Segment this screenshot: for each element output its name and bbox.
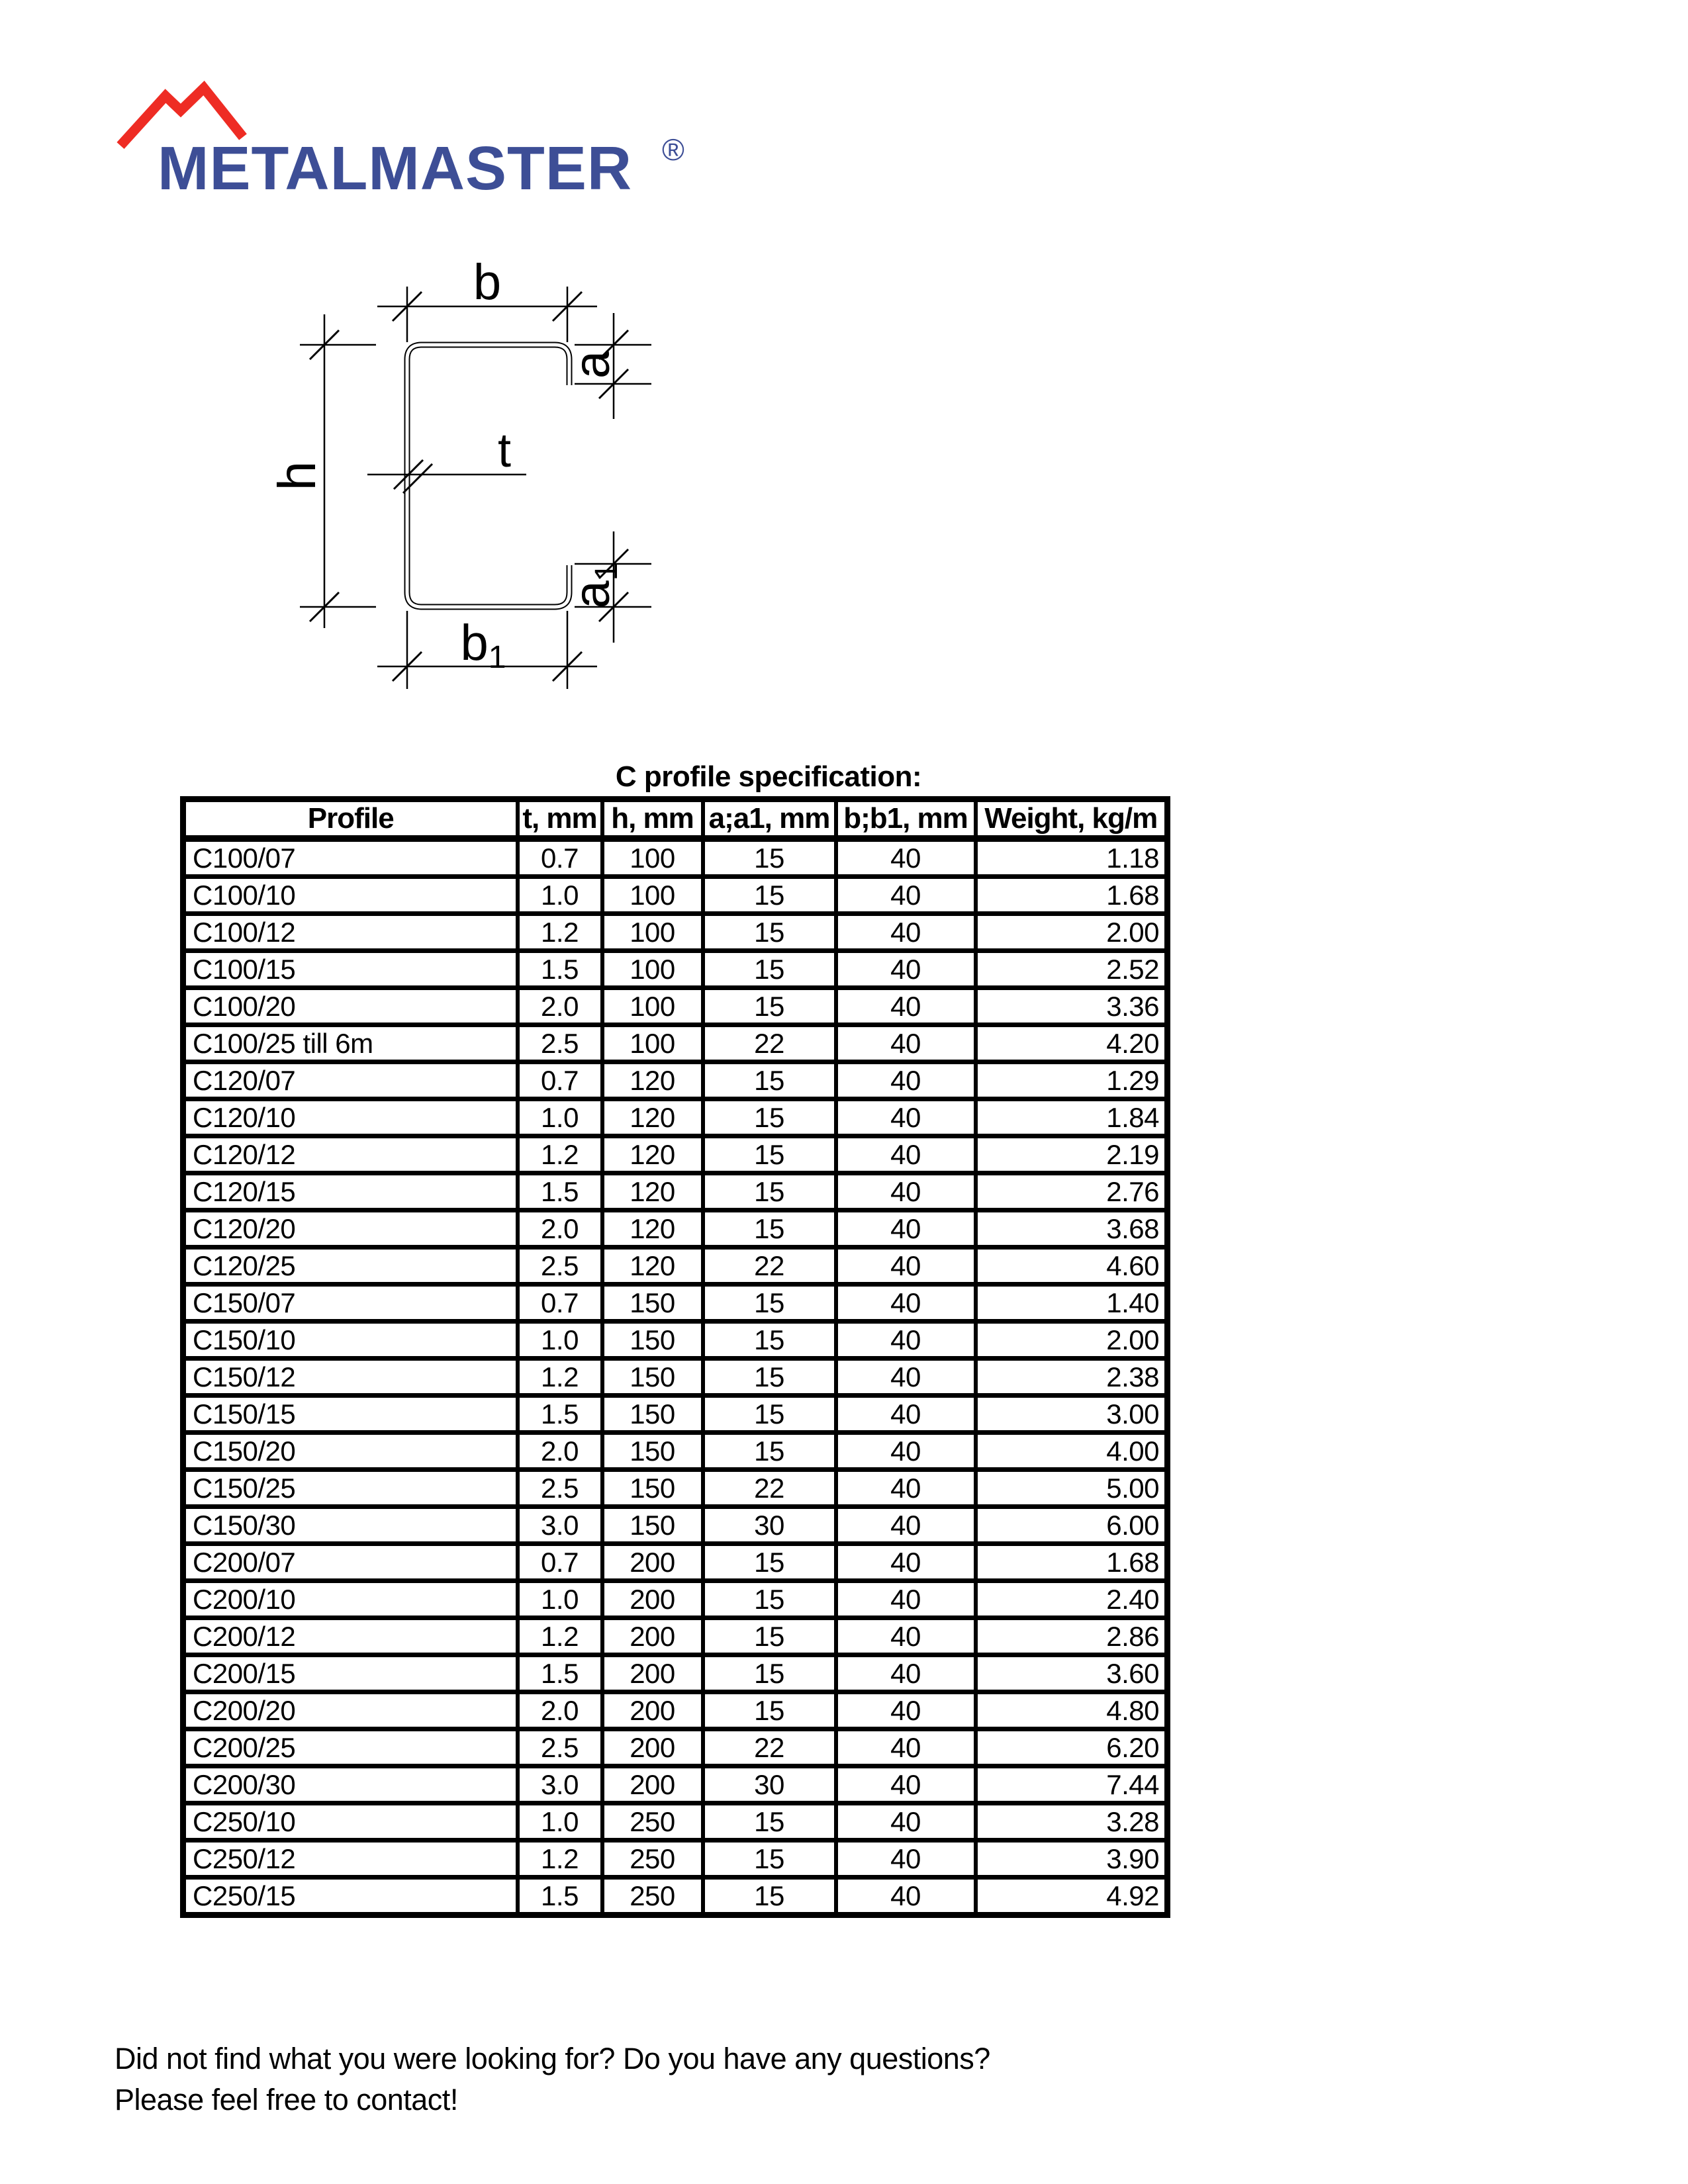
table-row xyxy=(183,1803,1168,1841)
table-cell: 200 xyxy=(602,1692,703,1729)
spec-table xyxy=(180,796,1170,1918)
table-cell: 40 xyxy=(836,1062,976,1099)
table-cell: 2.0 xyxy=(518,1692,602,1729)
table-cell: 40 xyxy=(836,1470,976,1507)
table-cell: 2.0 xyxy=(518,1433,602,1470)
table-cell: 1.2 xyxy=(518,1136,602,1173)
table-cell: 250 xyxy=(602,1841,703,1878)
table-cell: 15 xyxy=(703,1099,836,1136)
table-cell: 15 xyxy=(703,1803,836,1841)
table-title: C profile specification: xyxy=(615,760,922,793)
table-cell: 40 xyxy=(836,914,976,951)
table-cell: 40 xyxy=(836,1803,976,1841)
table-cell: 40 xyxy=(836,1210,976,1248)
table-cell: 2.76 xyxy=(976,1173,1168,1210)
table-cell: 40 xyxy=(836,877,976,914)
table-row xyxy=(183,1025,1168,1062)
table-cell: C100/12 xyxy=(183,914,518,951)
table-cell: 0.7 xyxy=(518,1285,602,1322)
table-cell: 3.0 xyxy=(518,1507,602,1544)
table-cell: 1.0 xyxy=(518,1803,602,1841)
table-row xyxy=(183,1062,1168,1099)
table-cell: 40 xyxy=(836,1433,976,1470)
table-cell: 100 xyxy=(602,1025,703,1062)
table-cell: C200/10 xyxy=(183,1581,518,1618)
table-cell: 4.92 xyxy=(976,1878,1168,1915)
table-cell: C200/07 xyxy=(183,1544,518,1581)
registered-mark-icon: ® xyxy=(662,132,684,167)
table-cell: C120/12 xyxy=(183,1136,518,1173)
footer xyxy=(115,2038,990,2120)
table-cell: 120 xyxy=(602,1062,703,1099)
table-cell: 200 xyxy=(602,1618,703,1655)
table-cell: 40 xyxy=(836,1766,976,1803)
table-cell: 40 xyxy=(836,988,976,1025)
table-cell: 100 xyxy=(602,951,703,988)
table-cell: C150/07 xyxy=(183,1285,518,1322)
table-row xyxy=(183,1655,1168,1692)
table-cell: C100/10 xyxy=(183,877,518,914)
table-cell: C200/12 xyxy=(183,1618,518,1655)
table-cell: 100 xyxy=(602,988,703,1025)
table-cell: C150/15 xyxy=(183,1396,518,1433)
column-header: b;b1, mm xyxy=(836,799,976,839)
table-cell: 15 xyxy=(703,1396,836,1433)
table-cell: 40 xyxy=(836,1878,976,1915)
table-cell: 120 xyxy=(602,1136,703,1173)
table-cell: 2.5 xyxy=(518,1470,602,1507)
label-a: a xyxy=(564,350,620,379)
table-cell: 15 xyxy=(703,1359,836,1396)
table-cell: 250 xyxy=(602,1803,703,1841)
label-h: h xyxy=(267,461,326,491)
table-body xyxy=(183,839,1168,1915)
c-profile-drawing xyxy=(245,228,669,692)
metalmaster-logo xyxy=(99,66,722,205)
table-cell: 3.00 xyxy=(976,1396,1168,1433)
column-header: a;a1, mm xyxy=(703,799,836,839)
table-cell: 1.0 xyxy=(518,1581,602,1618)
table-cell: C150/30 xyxy=(183,1507,518,1544)
table-row xyxy=(183,1581,1168,1618)
table-cell: C100/07 xyxy=(183,839,518,877)
c-profile-outline xyxy=(407,345,569,607)
table-cell: C100/15 xyxy=(183,951,518,988)
table-cell: 40 xyxy=(836,1841,976,1878)
table-cell: 2.5 xyxy=(518,1025,602,1062)
table-row xyxy=(183,1099,1168,1136)
table-cell: 1.5 xyxy=(518,1396,602,1433)
table-cell: C150/20 xyxy=(183,1433,518,1470)
footer-line-1: Did not find what you were looking for? Do you have any questions? xyxy=(115,2042,990,2075)
table-cell: 2.5 xyxy=(518,1729,602,1766)
table-row xyxy=(183,1692,1168,1729)
table-cell: 1.2 xyxy=(518,1359,602,1396)
table-cell: 40 xyxy=(836,1655,976,1692)
table-row xyxy=(183,1433,1168,1470)
table-cell: C120/20 xyxy=(183,1210,518,1248)
table-row xyxy=(183,914,1168,951)
table-cell: 1.84 xyxy=(976,1099,1168,1136)
table-cell: 15 xyxy=(703,1322,836,1359)
table-cell: 200 xyxy=(602,1655,703,1692)
table-cell: 200 xyxy=(602,1766,703,1803)
table-cell: C250/15 xyxy=(183,1878,518,1915)
table-cell: 1.5 xyxy=(518,1655,602,1692)
table-cell: 3.0 xyxy=(518,1766,602,1803)
table-cell: 1.5 xyxy=(518,1878,602,1915)
table-cell: 150 xyxy=(602,1433,703,1470)
table-cell: 40 xyxy=(836,951,976,988)
table-cell: 40 xyxy=(836,1581,976,1618)
table-cell: 1.2 xyxy=(518,914,602,951)
table-cell: 40 xyxy=(836,1618,976,1655)
table-cell: C200/25 xyxy=(183,1729,518,1766)
table-cell: 15 xyxy=(703,1841,836,1878)
label-t: t xyxy=(497,424,512,477)
table-cell: 2.38 xyxy=(976,1359,1168,1396)
table-row xyxy=(183,1766,1168,1803)
table-row xyxy=(183,1841,1168,1878)
table-cell: 15 xyxy=(703,914,836,951)
table-cell: 5.00 xyxy=(976,1470,1168,1507)
table-cell: 4.60 xyxy=(976,1248,1168,1285)
table-cell: C250/10 xyxy=(183,1803,518,1841)
table-cell: 3.28 xyxy=(976,1803,1168,1841)
table-cell: 15 xyxy=(703,1618,836,1655)
table-cell: 40 xyxy=(836,839,976,877)
table-cell: 150 xyxy=(602,1359,703,1396)
table-cell: 15 xyxy=(703,1210,836,1248)
table-cell: 1.0 xyxy=(518,877,602,914)
table-cell: 2.5 xyxy=(518,1248,602,1285)
table-cell: C150/10 xyxy=(183,1322,518,1359)
table-cell: 6.20 xyxy=(976,1729,1168,1766)
table-cell: 15 xyxy=(703,988,836,1025)
table-cell: 40 xyxy=(836,1322,976,1359)
column-header: Weight, kg/m xyxy=(976,799,1168,839)
table-cell: 15 xyxy=(703,1173,836,1210)
table-cell: 30 xyxy=(703,1766,836,1803)
table-cell: 2.00 xyxy=(976,1322,1168,1359)
table-cell: 22 xyxy=(703,1729,836,1766)
table-cell: 100 xyxy=(602,839,703,877)
table-cell: 15 xyxy=(703,1655,836,1692)
table-cell: 120 xyxy=(602,1248,703,1285)
label-b1: b1 xyxy=(460,615,506,675)
table-cell: C200/15 xyxy=(183,1655,518,1692)
table-cell: C120/15 xyxy=(183,1173,518,1210)
table-cell: C150/12 xyxy=(183,1359,518,1396)
table-cell: 4.80 xyxy=(976,1692,1168,1729)
table-row xyxy=(183,1729,1168,1766)
table-cell: C100/25 till 6m xyxy=(183,1025,518,1062)
brand-text: METALMASTER xyxy=(158,134,633,203)
table-cell: 40 xyxy=(836,1692,976,1729)
table-cell: 200 xyxy=(602,1729,703,1766)
table-cell: 1.29 xyxy=(976,1062,1168,1099)
table-row xyxy=(183,1322,1168,1359)
table-cell: 40 xyxy=(836,1544,976,1581)
table-cell: 22 xyxy=(703,1025,836,1062)
table-cell: 1.68 xyxy=(976,877,1168,914)
table-cell: 2.19 xyxy=(976,1136,1168,1173)
column-header: t, mm xyxy=(518,799,602,839)
table-row xyxy=(183,1878,1168,1915)
table-cell: 120 xyxy=(602,1173,703,1210)
table-cell: 3.36 xyxy=(976,988,1168,1025)
table-cell: 2.40 xyxy=(976,1581,1168,1618)
table-row xyxy=(183,1136,1168,1173)
table-cell: 40 xyxy=(836,1396,976,1433)
table-cell: 40 xyxy=(836,1248,976,1285)
column-header: Profile xyxy=(183,799,518,839)
table-cell: 2.52 xyxy=(976,951,1168,988)
table-cell: 250 xyxy=(602,1878,703,1915)
table-cell: 1.2 xyxy=(518,1841,602,1878)
table-cell: 1.2 xyxy=(518,1618,602,1655)
table-row xyxy=(183,1285,1168,1322)
table-cell: C120/25 xyxy=(183,1248,518,1285)
table-cell: 150 xyxy=(602,1285,703,1322)
table-cell: 2.0 xyxy=(518,988,602,1025)
table-cell: 2.86 xyxy=(976,1618,1168,1655)
table-cell: 0.7 xyxy=(518,1062,602,1099)
table-cell: 40 xyxy=(836,1099,976,1136)
table-cell: 15 xyxy=(703,1544,836,1581)
table-cell: 150 xyxy=(602,1396,703,1433)
table-cell: 3.60 xyxy=(976,1655,1168,1692)
table-cell: 15 xyxy=(703,1692,836,1729)
table-cell: C200/30 xyxy=(183,1766,518,1803)
table-cell: 15 xyxy=(703,1433,836,1470)
table-cell: 200 xyxy=(602,1544,703,1581)
table-cell: 150 xyxy=(602,1322,703,1359)
table-cell: 0.7 xyxy=(518,1544,602,1581)
table-cell: 4.00 xyxy=(976,1433,1168,1470)
table-row xyxy=(183,1396,1168,1433)
table-row xyxy=(183,1359,1168,1396)
table-cell: 40 xyxy=(836,1359,976,1396)
table-cell: 22 xyxy=(703,1470,836,1507)
table-cell: 1.18 xyxy=(976,839,1168,877)
table-cell: 22 xyxy=(703,1248,836,1285)
table-cell: 100 xyxy=(602,877,703,914)
label-b: b xyxy=(473,254,502,310)
table-cell: C120/10 xyxy=(183,1099,518,1136)
table-cell: 150 xyxy=(602,1507,703,1544)
table-row xyxy=(183,1618,1168,1655)
table-cell: 40 xyxy=(836,1136,976,1173)
table-cell: 40 xyxy=(836,1173,976,1210)
table-cell: 0.7 xyxy=(518,839,602,877)
header-row xyxy=(183,799,1168,839)
column-header: h, mm xyxy=(602,799,703,839)
label-a1: a1 xyxy=(564,563,624,609)
table-cell: 7.44 xyxy=(976,1766,1168,1803)
table-row xyxy=(183,1173,1168,1210)
table-cell: 2.0 xyxy=(518,1210,602,1248)
table-cell: 15 xyxy=(703,1285,836,1322)
table-row xyxy=(183,1470,1168,1507)
table-row xyxy=(183,1210,1168,1248)
table-cell: C120/07 xyxy=(183,1062,518,1099)
table-cell: C250/12 xyxy=(183,1841,518,1878)
table-row xyxy=(183,988,1168,1025)
table-cell: 1.5 xyxy=(518,951,602,988)
table-row xyxy=(183,951,1168,988)
table-cell: 40 xyxy=(836,1729,976,1766)
table-cell: 120 xyxy=(602,1099,703,1136)
table-cell: 3.90 xyxy=(976,1841,1168,1878)
table-cell: 40 xyxy=(836,1507,976,1544)
table-cell: 2.00 xyxy=(976,914,1168,951)
table-cell: 15 xyxy=(703,951,836,988)
table-cell: 15 xyxy=(703,877,836,914)
table-cell: 1.0 xyxy=(518,1099,602,1136)
table-row xyxy=(183,877,1168,914)
table-cell: 30 xyxy=(703,1507,836,1544)
table-cell: 15 xyxy=(703,1136,836,1173)
table-cell: C100/20 xyxy=(183,988,518,1025)
table-cell: 200 xyxy=(602,1581,703,1618)
table-cell: 1.68 xyxy=(976,1544,1168,1581)
table-row xyxy=(183,1544,1168,1581)
table-cell: 15 xyxy=(703,1062,836,1099)
table-cell: 1.40 xyxy=(976,1285,1168,1322)
table-cell: 100 xyxy=(602,914,703,951)
table-cell: 15 xyxy=(703,839,836,877)
table-cell: 40 xyxy=(836,1285,976,1322)
table-cell: 150 xyxy=(602,1470,703,1507)
table-cell: 6.00 xyxy=(976,1507,1168,1544)
table-cell: 120 xyxy=(602,1210,703,1248)
table-cell: C200/20 xyxy=(183,1692,518,1729)
table-cell: 1.5 xyxy=(518,1173,602,1210)
table-cell: 15 xyxy=(703,1878,836,1915)
table-cell: 1.0 xyxy=(518,1322,602,1359)
table-row xyxy=(183,839,1168,877)
table-cell: 4.20 xyxy=(976,1025,1168,1062)
table-cell: 3.68 xyxy=(976,1210,1168,1248)
table-cell: 15 xyxy=(703,1581,836,1618)
table-row xyxy=(183,1248,1168,1285)
table-row xyxy=(183,1507,1168,1544)
footer-line-2: Please feel free to contact! xyxy=(115,2083,458,2116)
table-cell: C150/25 xyxy=(183,1470,518,1507)
table-cell: 40 xyxy=(836,1025,976,1062)
